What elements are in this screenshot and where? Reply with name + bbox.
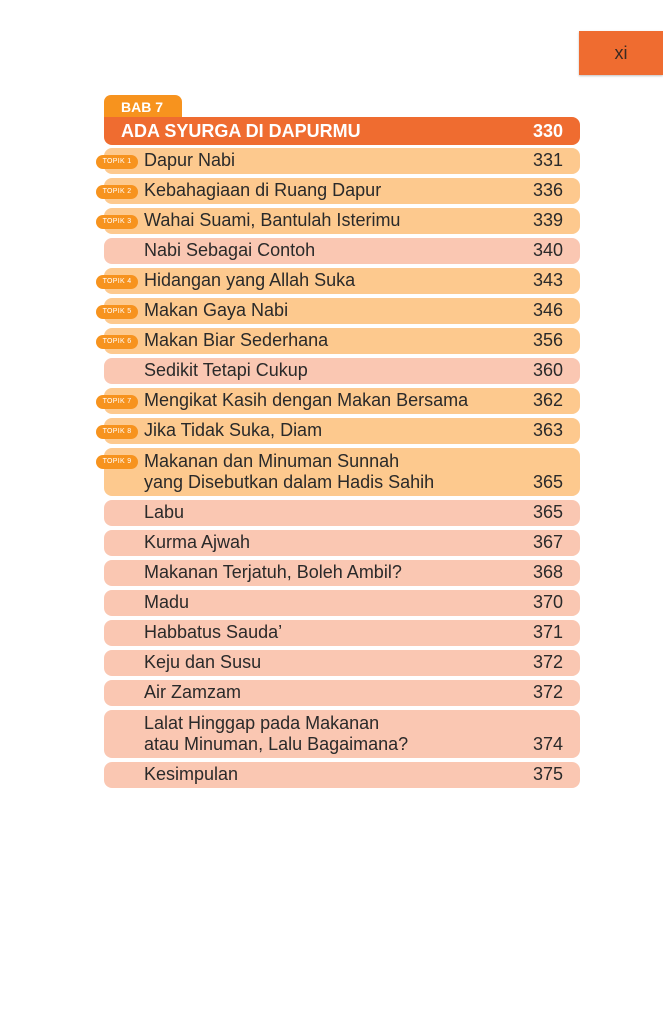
toc-entry[interactable] xyxy=(104,328,580,354)
toc-entry-title: Sedikit Tetapi Cukup xyxy=(144,360,308,380)
toc-entry[interactable] xyxy=(104,238,580,264)
toc-entry-title: Madu xyxy=(144,592,190,612)
toc-entry-title: Keju dan Susu xyxy=(144,652,262,672)
toc-entry-page: 356 xyxy=(532,330,563,350)
toc-entry[interactable] xyxy=(104,268,580,294)
toc-entry[interactable] xyxy=(104,560,580,586)
toc-entry-page: 363 xyxy=(532,420,563,440)
toc-entry-page: 368 xyxy=(532,562,563,582)
toc-entry-page: 336 xyxy=(532,180,563,200)
toc-entry-title: Air Zamzam xyxy=(144,682,242,702)
toc-entry-page: 362 xyxy=(532,390,563,410)
topic-badge: TOPIK 1 xyxy=(96,155,138,169)
toc-entry-title: Habbatus Sauda’ xyxy=(144,622,283,642)
toc-entry-title: Makanan Terjatuh, Boleh Ambil? xyxy=(144,562,402,582)
toc-entry-title: Wahai Suami, Bantulah Isterimu xyxy=(144,210,401,230)
toc-entry[interactable] xyxy=(104,530,580,556)
page-number: xi xyxy=(614,42,628,63)
toc-entry-page: 360 xyxy=(532,360,563,380)
toc-entry-page: 371 xyxy=(532,622,563,642)
toc-entry-title: Nabi Sebagai Contoh xyxy=(144,240,316,260)
topic-badge: TOPIK 2 xyxy=(96,185,138,199)
toc-entry[interactable] xyxy=(104,500,580,526)
toc-entry-page: 370 xyxy=(532,592,563,612)
toc-entry[interactable] xyxy=(104,762,580,788)
toc-entry-page: 340 xyxy=(532,240,563,260)
toc-entry-title: Kesimpulan xyxy=(144,764,239,784)
toc-entry-page: 343 xyxy=(532,270,563,290)
toc-entry-page: 346 xyxy=(532,300,563,320)
topic-badge: TOPIK 7 xyxy=(96,395,138,409)
toc-entry[interactable] xyxy=(104,710,580,758)
toc-entry-page: 374 xyxy=(532,734,563,754)
toc-entry[interactable] xyxy=(104,358,580,384)
toc-entry-page: 372 xyxy=(532,682,563,702)
toc-entry-title: Kurma Ajwah xyxy=(144,532,251,552)
toc-entry-title: Makan Biar Sederhana xyxy=(144,330,329,350)
toc-entry[interactable] xyxy=(104,680,580,706)
toc-entry[interactable] xyxy=(104,590,580,616)
toc-entry-page: 375 xyxy=(532,764,563,784)
toc-entry-page: 331 xyxy=(532,150,563,170)
topic-badge: TOPIK 3 xyxy=(96,215,138,229)
toc-entry[interactable] xyxy=(104,620,580,646)
toc-entry[interactable] xyxy=(104,148,580,174)
chapter-label: BAB 7 xyxy=(104,95,182,119)
toc-entry-title: Labu xyxy=(144,502,185,522)
toc-entry[interactable] xyxy=(104,418,580,444)
topic-badge: TOPIK 5 xyxy=(96,305,138,319)
topic-badge: TOPIK 8 xyxy=(96,425,138,439)
toc-entry[interactable] xyxy=(104,650,580,676)
toc-entry-title: Mengikat Kasih dengan Makan Bersama xyxy=(144,390,469,410)
chapter-title: ADA SYURGA DI DAPURMU xyxy=(121,120,361,141)
toc-entry[interactable] xyxy=(104,448,580,496)
toc-entry-page: 365 xyxy=(532,472,563,492)
toc-entry-title: Dapur Nabi xyxy=(144,150,236,170)
topic-badge: TOPIK 4 xyxy=(96,275,138,289)
toc-entry[interactable] xyxy=(104,178,580,204)
toc-entry[interactable] xyxy=(104,298,580,324)
topic-badge: TOPIK 9 xyxy=(96,455,138,469)
toc-entry[interactable] xyxy=(104,208,580,234)
chapter-page: 330 xyxy=(532,120,563,141)
toc-entry-title: Kebahagiaan di Ruang Dapur xyxy=(144,180,382,200)
toc-entry-title: Jika Tidak Suka, Diam xyxy=(144,420,323,440)
topic-badge: TOPIK 6 xyxy=(96,335,138,349)
toc-entry[interactable] xyxy=(104,388,580,414)
toc-entry-title: Lalat Hinggap pada Makanan atau Minuman, Lalu Bagaimana? xyxy=(144,713,409,754)
toc-entry-page: 365 xyxy=(532,502,563,522)
toc-entry-page: 339 xyxy=(532,210,563,230)
toc-entry-title: Makan Gaya Nabi xyxy=(144,300,289,320)
toc-entry-title: Makanan dan Minuman Sunnah yang Disebutkan dalam Hadis Sahih xyxy=(144,451,435,492)
toc-entry-title: Hidangan yang Allah Suka xyxy=(144,270,356,290)
toc-entry-page: 372 xyxy=(532,652,563,672)
toc-entry-page: 367 xyxy=(532,532,563,552)
